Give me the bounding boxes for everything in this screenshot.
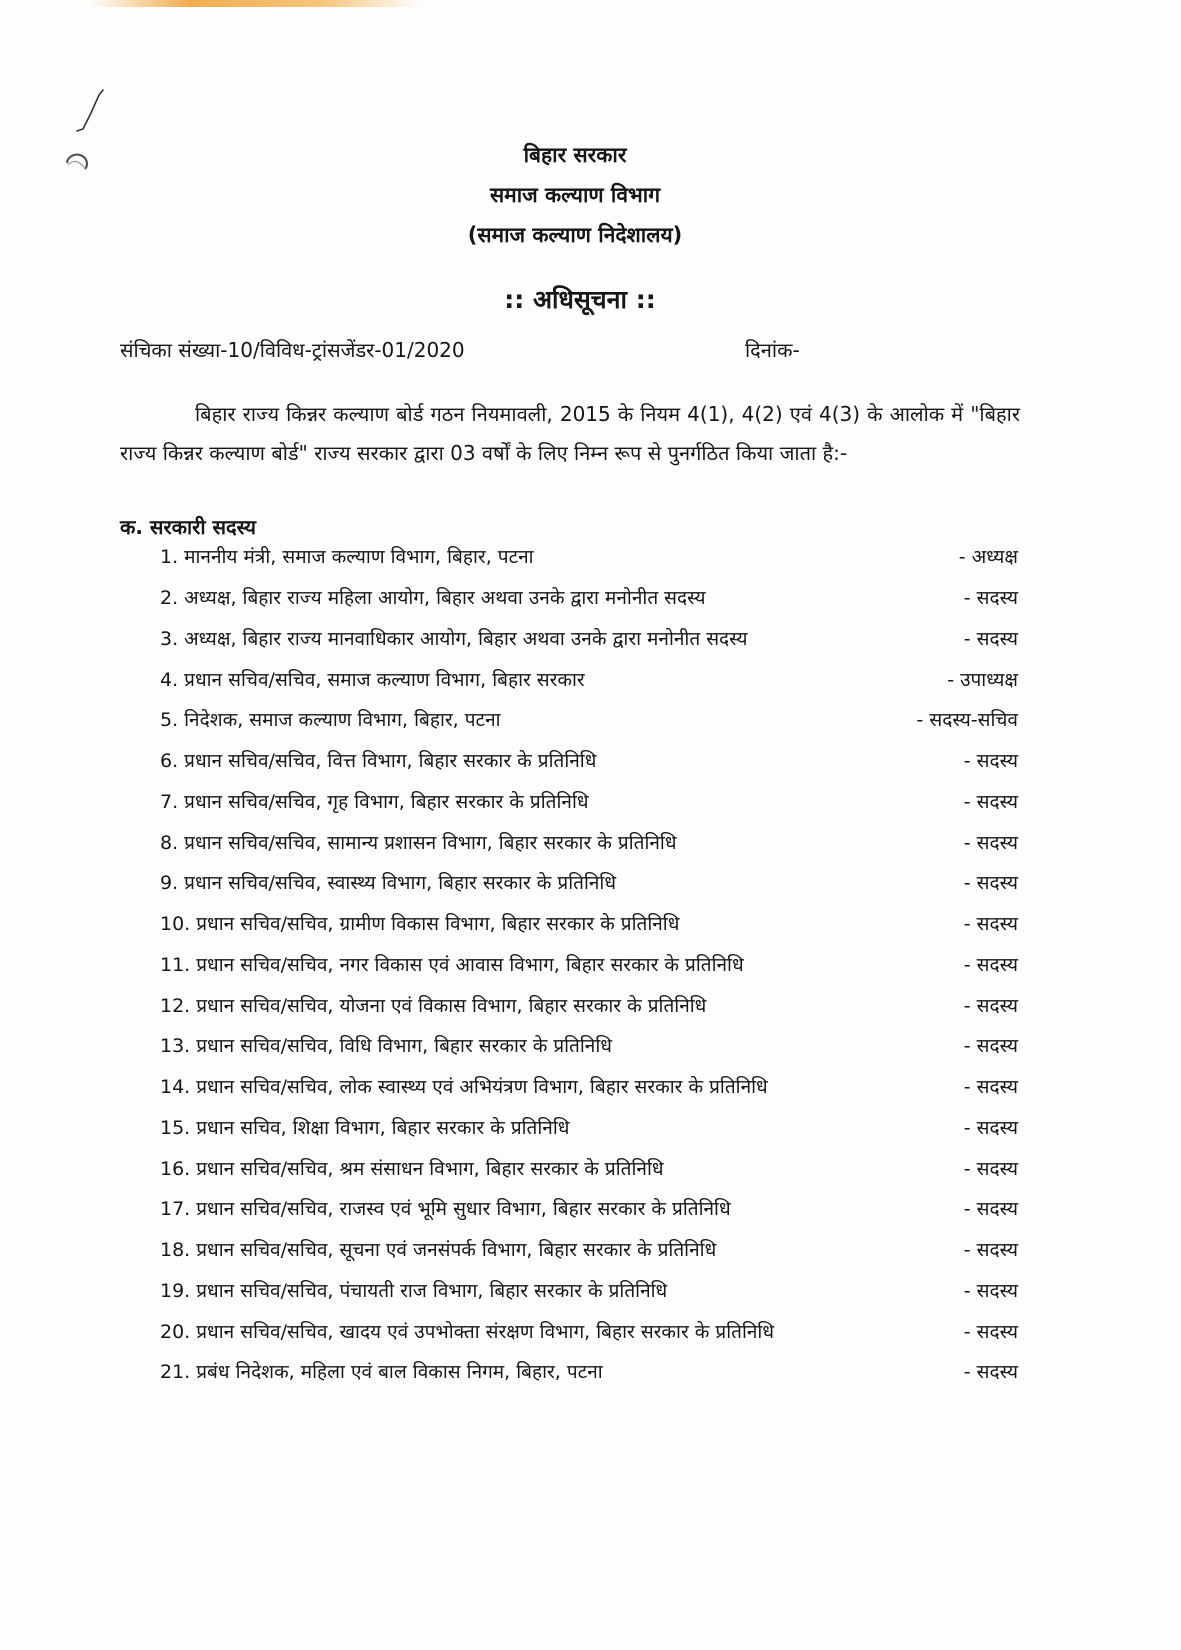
member-description — [160, 1360, 952, 1384]
member-role: - सदस्य — [963, 994, 1018, 1017]
directorate-name: (समाज कल्याण निदेशालय) — [467, 223, 683, 247]
member-title: प्रधान सचिव/सचिव, सूचना एवं जनसंपर्क विभाग, बिहार सरकार के प्रतिनिधि — [196, 1239, 717, 1262]
member-description — [160, 871, 952, 895]
list-item — [160, 822, 1018, 863]
list-item — [160, 1189, 1018, 1230]
member-description — [160, 586, 952, 610]
member-description — [160, 1197, 952, 1221]
member-description — [160, 749, 952, 773]
item-number: 20. — [160, 1320, 191, 1343]
list-item — [160, 659, 1018, 700]
member-title: निदेशक, समाज कल्याण विभाग, बिहार, पटना — [184, 709, 501, 732]
item-number: 14. — [160, 1076, 191, 1099]
member-role: - सदस्य — [963, 1035, 1018, 1058]
member-role: - सदस्य — [963, 1361, 1018, 1384]
item-number: 8. — [160, 831, 179, 854]
member-role: - सदस्य — [963, 1198, 1018, 1221]
member-title: प्रबंध निदेशक, महिला एवं बाल विकास निगम, बिहार, पटना — [196, 1361, 603, 1384]
item-number: 6. — [160, 750, 179, 773]
member-list — [160, 537, 1018, 1393]
item-number: 4. — [160, 668, 179, 691]
member-description — [160, 545, 947, 569]
member-title: प्रधान सचिव, शिक्षा विभाग, बिहार सरकार के प्रतिनिधि — [196, 1116, 570, 1139]
government-name: बिहार सरकार — [523, 143, 627, 167]
list-item — [160, 1026, 1018, 1067]
list-item — [160, 700, 1018, 741]
item-number: 2. — [160, 587, 179, 610]
list-item — [160, 1230, 1018, 1271]
member-description — [160, 994, 952, 1018]
item-number: 3. — [160, 627, 179, 650]
member-role: - सदस्य — [963, 872, 1018, 895]
list-item — [160, 945, 1018, 986]
member-role: - सदस्य-सचिव — [916, 709, 1018, 732]
scan-edge-mark — [90, 0, 420, 7]
list-item — [160, 578, 1018, 619]
list-item — [160, 1311, 1018, 1352]
member-role: - सदस्य — [963, 1320, 1018, 1343]
member-title: प्रधान सचिव/सचिव, नगर विकास एवं आवास विभाग, बिहार सरकार के प्रतिनिधि — [196, 953, 744, 976]
list-item — [160, 1352, 1018, 1393]
list-item — [160, 1108, 1018, 1149]
reference-line — [120, 332, 1020, 368]
member-description — [160, 1034, 952, 1058]
item-number: 19. — [160, 1279, 191, 1302]
member-description — [160, 912, 952, 936]
item-number: 18. — [160, 1239, 191, 1262]
list-item — [160, 863, 1018, 904]
department-name: समाज कल्याण विभाग — [489, 183, 661, 207]
notification-title: :: अधिसूचना :: — [504, 285, 656, 314]
member-title: प्रधान सचिव/सचिव, वित्त विभाग, बिहार सरकार के प्रतिनिधि — [184, 750, 597, 773]
list-item — [160, 1271, 1018, 1312]
member-title: अध्यक्ष, बिहार राज्य मानवाधिकार आयोग, बिहार अथवा उनके द्वारा मनोनीत सदस्य — [184, 627, 748, 650]
member-description — [160, 708, 905, 732]
member-description — [160, 1238, 952, 1262]
member-title: प्रधान सचिव/सचिव, पंचायती राज विभाग, बिहार सरकार के प्रतिनिधि — [196, 1279, 668, 1302]
item-number: 21. — [160, 1361, 191, 1384]
date-label: दिनांक- — [745, 338, 800, 362]
member-description — [160, 668, 935, 692]
body-paragraph: बिहार राज्य किन्नर कल्याण बोर्ड गठन नियमावली, 2015 के नियम 4(1), 4(2) एवं 4(3) के आलोक में "बिहार राज्य किन्नर कल्याण बोर्ड" राज्य सरकार द्वारा 03 वर्षों के लिए निम्न रूप से पुनर्गठित किया जाता है:- — [120, 402, 1020, 465]
item-number: 15. — [160, 1116, 191, 1139]
section-heading: क. सरकारी सदस्य — [120, 515, 257, 539]
member-title: प्रधान सचिव/सचिव, सामान्य प्रशासन विभाग, बिहार सरकार के प्रतिनिधि — [184, 831, 677, 854]
member-title: अध्यक्ष, बिहार राज्य महिला आयोग, बिहार अथवा उनके द्वारा मनोनीत सदस्य — [184, 587, 706, 610]
member-role: - सदस्य — [963, 913, 1018, 936]
member-description — [160, 1279, 952, 1303]
list-item — [160, 619, 1018, 660]
member-role: - सदस्य — [963, 587, 1018, 610]
item-number: 12. — [160, 994, 191, 1017]
member-role: - सदस्य — [963, 1239, 1018, 1262]
member-title: प्रधान सचिव/सचिव, विधि विभाग, बिहार सरकार के प्रतिनिधि — [196, 1035, 612, 1058]
member-role: - सदस्य — [963, 627, 1018, 650]
list-item — [160, 904, 1018, 945]
member-title: माननीय मंत्री, समाज कल्याण विभाग, बिहार, पटना — [184, 546, 534, 569]
item-number: 13. — [160, 1035, 191, 1058]
list-item — [160, 782, 1018, 823]
member-description — [160, 1320, 952, 1344]
member-title: प्रधान सचिव/सचिव, समाज कल्याण विभाग, बिहार सरकार — [184, 668, 585, 691]
item-number: 11. — [160, 953, 191, 976]
member-description — [160, 831, 952, 855]
item-number: 1. — [160, 546, 179, 569]
item-number: 5. — [160, 709, 179, 732]
member-description — [160, 627, 952, 651]
member-title: प्रधान सचिव/सचिव, स्वास्थ्य विभाग, बिहार सरकार के प्रतिनिधि — [184, 872, 617, 895]
member-role: - उपाध्यक्ष — [947, 668, 1018, 691]
file-number: संचिका संख्या-10/विविध-ट्रांसजेंडर-01/2020 — [120, 338, 465, 362]
member-title: प्रधान सचिव/सचिव, राजस्व एवं भूमि सुधार विभाग, बिहार सरकार के प्रतिनिधि — [196, 1198, 731, 1221]
member-role: - सदस्य — [963, 1076, 1018, 1099]
member-role: - सदस्य — [963, 790, 1018, 813]
member-role: - सदस्य — [963, 831, 1018, 854]
list-item — [160, 1067, 1018, 1108]
list-item — [160, 537, 1018, 578]
member-description — [160, 953, 952, 977]
member-role: - सदस्य — [963, 1279, 1018, 1302]
member-role: - सदस्य — [963, 750, 1018, 773]
member-role: - अध्यक्ष — [958, 546, 1018, 569]
item-number: 7. — [160, 790, 179, 813]
item-number: 16. — [160, 1157, 191, 1180]
item-number: 17. — [160, 1198, 191, 1221]
list-item — [160, 741, 1018, 782]
member-description — [160, 1075, 952, 1099]
list-item — [160, 985, 1018, 1026]
document-header — [0, 135, 1150, 255]
member-title: प्रधान सचिव/सचिव, गृह विभाग, बिहार सरकार के प्रतिनिधि — [184, 790, 589, 813]
item-number: 10. — [160, 913, 191, 936]
member-title: प्रधान सचिव/सचिव, श्रम संसाधन विभाग, बिहार सरकार के प्रतिनिधि — [196, 1157, 664, 1180]
item-number: 9. — [160, 872, 179, 895]
member-description — [160, 1157, 952, 1181]
member-role: - सदस्य — [963, 1157, 1018, 1180]
member-title: प्रधान सचिव/सचिव, ग्रामीण विकास विभाग, बिहार सरकार के प्रतिनिधि — [196, 913, 680, 936]
member-role: - सदस्य — [963, 953, 1018, 976]
list-item — [160, 1148, 1018, 1189]
member-description — [160, 1116, 952, 1140]
member-title: प्रधान सचिव/सचिव, योजना एवं विकास विभाग, बिहार सरकार के प्रतिनिधि — [196, 994, 707, 1017]
member-title: प्रधान सचिव/सचिव, खादय एवं उपभोक्ता संरक्षण विभाग, बिहार सरकार के प्रतिनिधि — [196, 1320, 775, 1343]
member-title: प्रधान सचिव/सचिव, लोक स्वास्थ्य एवं अभियंत्रण विभाग, बिहार सरकार के प्रतिनिधि — [196, 1076, 768, 1099]
member-role: - सदस्य — [963, 1116, 1018, 1139]
member-description — [160, 790, 952, 814]
